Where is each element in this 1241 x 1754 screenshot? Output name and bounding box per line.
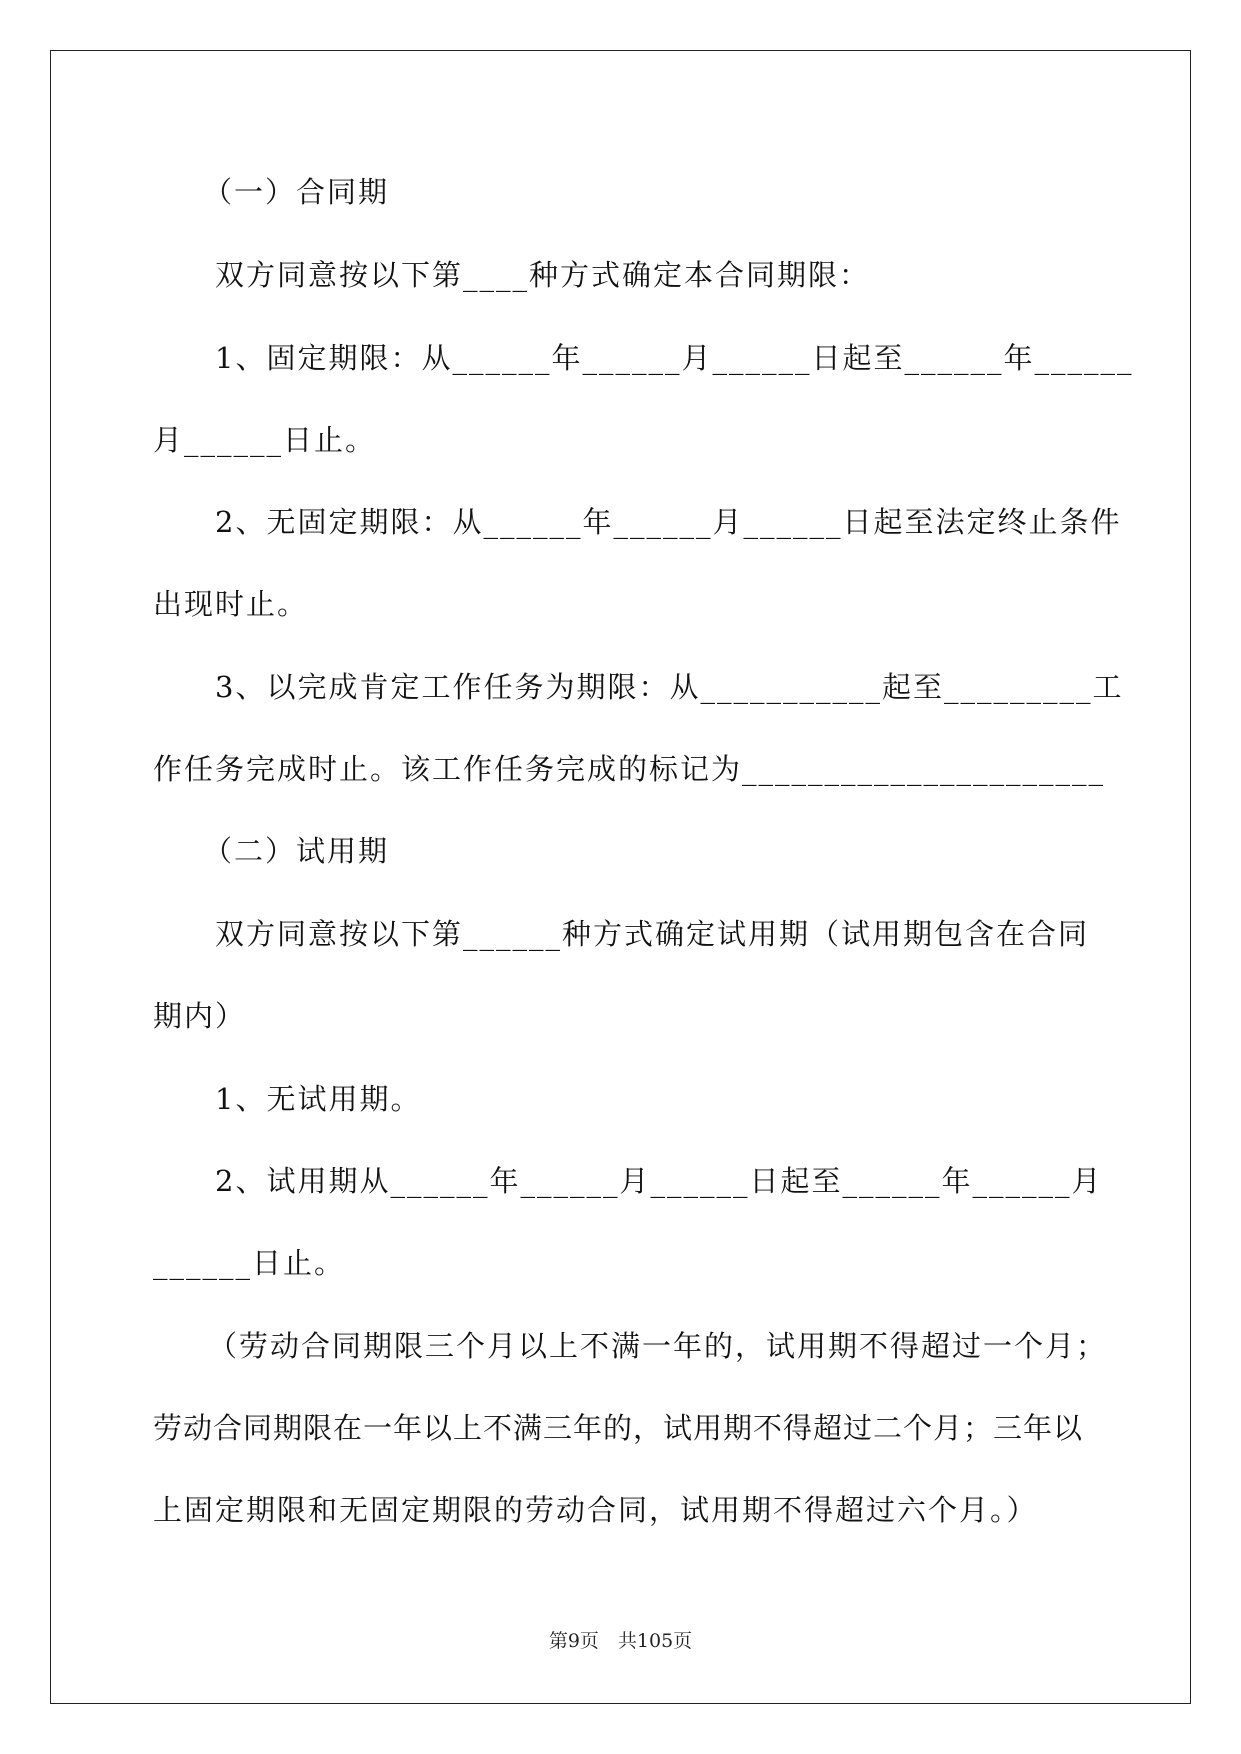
section-heading-contract-term: （一）合同期 [203,175,390,209]
page-number-footer: 第9页 共105页 [548,1630,693,1652]
paragraph-line: 2、试用期从______年______月______日起至______年______月 [215,1164,1103,1198]
paragraph-line: 期内） [153,999,247,1033]
paragraph-line: 劳动合同期限在一年以上不满三年的，试用期不得超过二个月；三年以 [153,1411,1084,1445]
section-heading-probation: （二）试用期 [203,834,390,868]
page-border [50,50,1191,1704]
paragraph-line: （劳动合同期限三个月以上不满一年的，试用期不得超过一个月； [208,1329,1108,1363]
paragraph-line: 双方同意按以下第____种方式确定本合同期限： [215,258,871,292]
paragraph-line: 作任务完成时止。该工作任务完成的标记为______________________ [153,752,1106,786]
paragraph-line: 3、以完成肯定工作任务为期限：从___________起至_________工 [215,670,1124,704]
paragraph-line: ______日止。 [153,1246,346,1280]
paragraph-line: 月______日止。 [153,423,377,457]
paragraph-line: 2、无固定期限：从______年______月______日起至法定终止条件 [215,505,1122,539]
paragraph-line: 出现时止。 [153,587,309,621]
paragraph-line: 1、无试用期。 [215,1082,422,1116]
paragraph-line: 上固定期限和无固定期限的劳动合同，试用期不得超过六个月。） [153,1493,1038,1527]
paragraph-line: 1、固定期限：从______年______月______日起至______年______ [215,341,1134,375]
paragraph-line: 双方同意按以下第______种方式确定试用期（试用期包含在合同 [215,917,1090,951]
